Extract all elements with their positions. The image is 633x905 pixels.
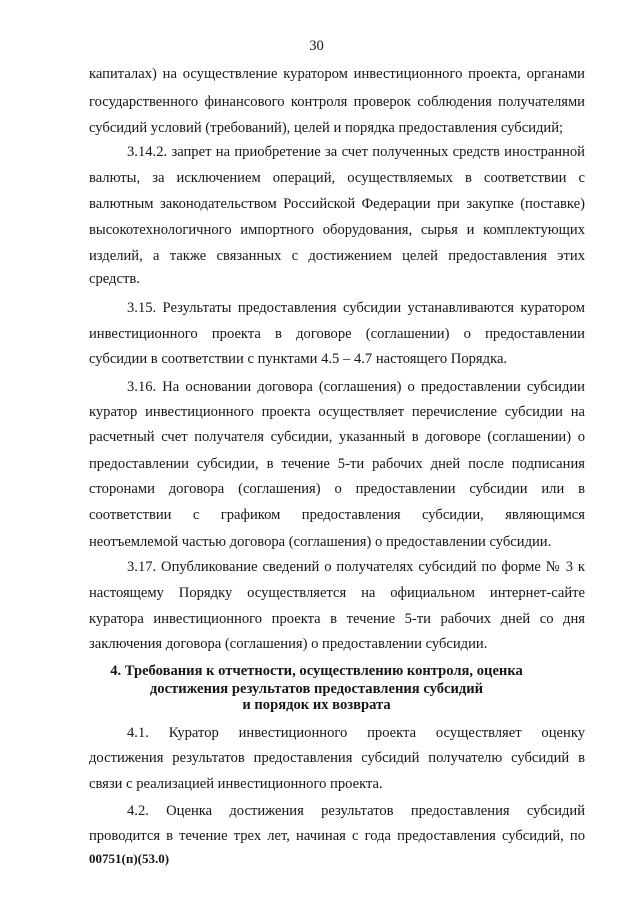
text-line: 4.2. Оценка достижения результатов предоставления субсидий <box>127 803 585 819</box>
text-line: 3.15. Результаты предоставления субсидии устанавливаются куратором <box>127 300 585 316</box>
text-line: связи с реализацией инвестиционного проекта. <box>89 776 383 792</box>
text-line: проводится в течение трех лет, начиная с года предоставления субсидий, по <box>89 828 585 844</box>
text-line: куратор инвестиционного проекта осуществляет перечисление субсидии на <box>89 404 585 420</box>
text-line: субсидии в соответствии с пунктами 4.5 – 4.7 настоящего Порядка. <box>89 351 508 367</box>
text-line: субсидий условий (требований), целей и порядка предоставления субсидий; <box>89 120 564 136</box>
text-line: неотъемлемой частью договора (соглашения) о предоставлении субсидии. <box>89 534 552 550</box>
page-number: 30 <box>309 38 324 54</box>
text-line: валюты, за исключением операций, осуществляемых в соответствии с <box>89 170 585 186</box>
text-line: заключения договора (соглашения) о предоставлении субсидии. <box>89 636 488 652</box>
text-line: валютным законодательством Российской Федерации при закупке (поставке) <box>89 196 585 212</box>
text-line: сторонами договора (соглашения) о предоставлении субсидии или в <box>89 481 585 497</box>
text-line: государственного финансового контроля проверок соблюдения получателями <box>89 94 585 110</box>
text-line: капиталах) на осуществление куратором инвестиционного проекта, органами <box>89 66 585 82</box>
section-heading: достижения результатов предоставления субсидий <box>149 681 484 697</box>
text-line: куратора инвестиционного проекта в течение 5-ти рабочих дней со дня <box>89 611 585 627</box>
text-line: 3.14.2. запрет на приобретение за счет полученных средств иностранной <box>127 144 585 160</box>
section-heading: 4. Требования к отчетности, осуществлению контроля, оценка <box>110 663 523 679</box>
document-code: 00751(п)(53.0) <box>89 851 170 866</box>
text-line: предоставлении субсидии, в течение 5-ти рабочих дней после подписания <box>89 456 585 472</box>
text-line: 3.17. Опубликование сведений о получателях субсидий по форме № 3 к <box>127 559 585 575</box>
section-heading: и порядок их возврата <box>242 697 391 713</box>
text-line: расчетный счет получателя субсидии, указанный в договоре (соглашении) о <box>89 429 585 445</box>
text-line: соответствии с графиком предоставления субсидии, являющимся <box>89 507 585 523</box>
text-line: инвестиционного проекта в договоре (соглашении) о предоставлении <box>89 326 585 342</box>
text-line: высокотехнологичного импортного оборудования, сырья и комплектующих <box>89 222 585 238</box>
text-line: 3.16. На основании договора (соглашения) о предоставлении субсидии <box>127 379 585 395</box>
text-line: достижения результатов предоставления субсидий получателю субсидий в <box>89 750 585 766</box>
text-line: 4.1. Куратор инвестиционного проекта осуществляет оценку <box>127 725 585 741</box>
text-line: средств. <box>89 271 140 287</box>
text-line: настоящему Порядку осуществляется на официальном интернет-сайте <box>89 585 585 601</box>
text-line: изделий, а также связанных с достижением целей предоставления этих <box>89 248 585 264</box>
